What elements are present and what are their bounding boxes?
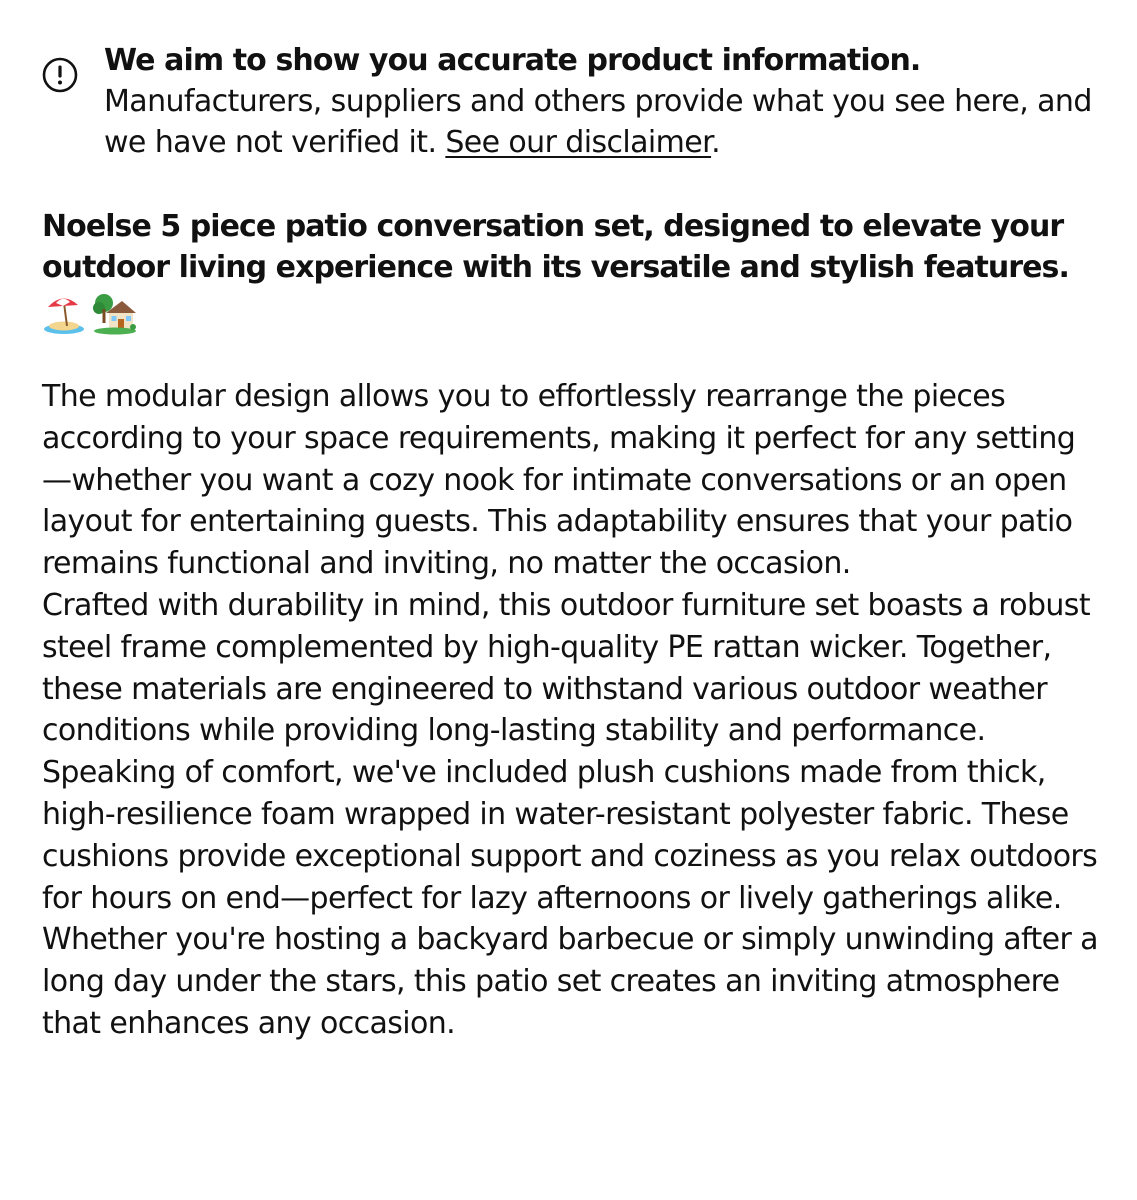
- paragraph-comfort: Speaking of comfort, we've included plush cushions made from thick, high-resilience foam wrapped in water-resistant polyester fabric. These cushions provide exceptional support and coziness as you relax outdoors for hours on end—perfect for lazy afternoons or lively gatherings alike.: [42, 755, 1098, 916]
- see-disclaimer-link[interactable]: See our disclaimer: [445, 125, 712, 160]
- info-circle-icon: [42, 57, 78, 93]
- disclaimer-title: We aim to show you accurate product information.: [104, 43, 921, 78]
- house-with-garden-icon: [92, 291, 138, 335]
- paragraph-durability: Crafted with durability in mind, this outdoor furniture set boasts a robust steel frame complemented by high-quality PE rattan wicker. Together, these materials are engineered to withstand various outdoor weather conditions while providing long-lasting stability and performance.: [42, 587, 1090, 749]
- product-description: [42, 40, 1102, 1045]
- paragraph-occasion: Whether you're hosting a backyard barbecue or simply unwinding after a long day under the stars, this patio set creates an inviting atmosphere that enhances any occasion.: [42, 922, 1098, 1041]
- paragraph-modular-design: The modular design allows you to effortlessly rearrange the pieces according to your space requirements, making it perfect for any setting—whether you want a cozy nook for intimate conversations or an open layout for entertaining guests. This adaptability ensures that your patio remains functional and inviting, no matter the occasion.: [42, 379, 1076, 582]
- disclaimer-notice: [42, 40, 1102, 163]
- headline-emojis: [42, 291, 1102, 335]
- beach-umbrella-island-icon: [42, 293, 86, 335]
- product-paragraphs: [42, 376, 1102, 1045]
- product-headline: Noelse 5 piece patio conversation set, designed to elevate your outdoor living experience with its versatile and stylish features.: [42, 209, 1069, 285]
- disclaimer-text: Manufacturers, suppliers and others provide what you see here, and we have not verified it.: [104, 84, 1092, 160]
- disclaimer-trailing: .: [711, 125, 721, 160]
